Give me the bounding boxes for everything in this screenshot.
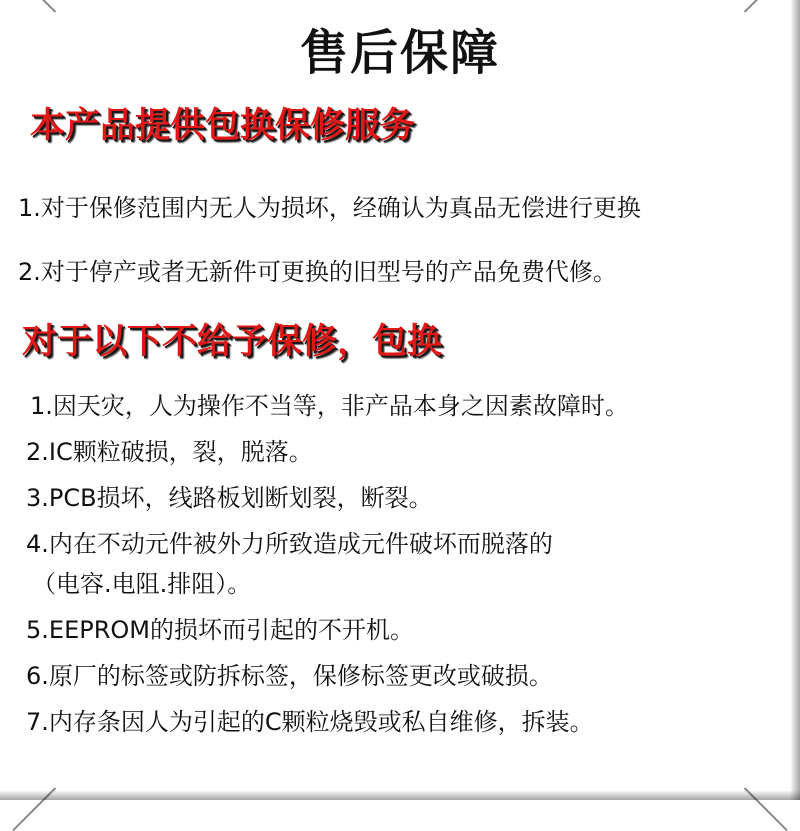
exclusion-item: 1.因天灾，人为操作不当等，非产品本身之因素故障时。 [30,392,629,420]
service-item: 2.对于停产或者无新件可更换的旧型号的产品免费代修。 [18,258,617,286]
exclusion-item-continuation: （电容.电阻.排阻）。 [32,570,252,598]
exclusion-item: 4.内在不动元件被外力所致造成元件破坏而脱落的 [26,530,553,558]
shadow-edge [790,0,800,800]
exclusion-item: 5.EEPROM的损坏而引起的不开机。 [26,616,414,644]
exclusion-item: 3.PCB损坏，线路板划断划裂，断裂。 [26,484,433,512]
exclusion-heading: 对于以下不给予保修，包换 [22,322,443,362]
exclusion-item: 2.IC颗粒破损，裂，脱落。 [26,438,313,466]
exclusion-item: 6.原厂的标签或防拆标签，保修标签更改或破损。 [26,662,553,690]
service-item: 1.对于保修范围内无人为损坏，经确认为真品无偿进行更换 [18,194,641,222]
service-heading: 本产品提供包换保修服务 [30,106,416,146]
page-title: 售后保障 [299,25,500,81]
shadow-edge [0,790,800,800]
corner-decoration [0,745,56,831]
exclusion-item: 7.内存条因人为引起的C颗粒烧毁或私自维修，拆装。 [26,708,594,736]
